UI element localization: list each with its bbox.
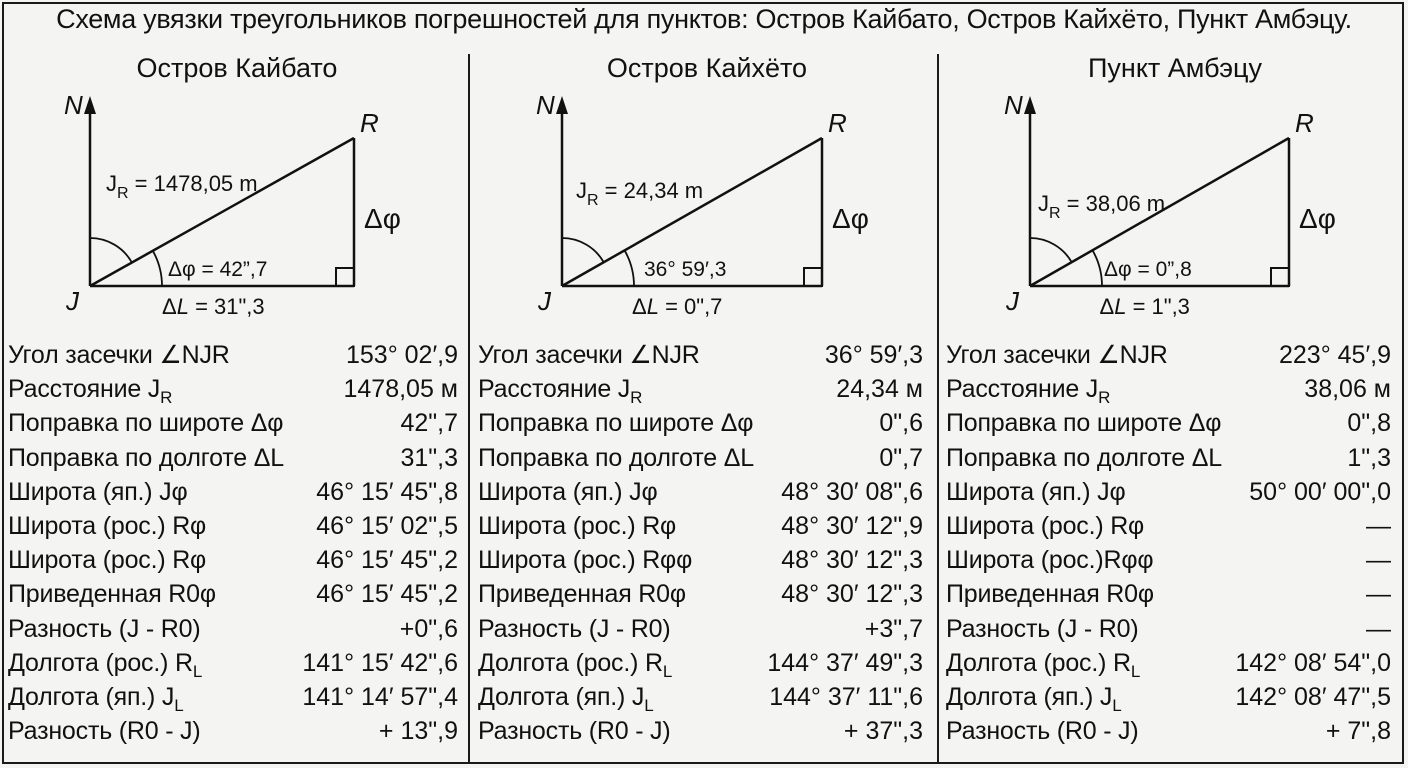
parameter-row bbox=[946, 577, 1404, 611]
parameter-label-text: Поправка по долготе ΔL bbox=[8, 443, 284, 472]
dl-value: = 0",7 bbox=[658, 294, 723, 319]
station-panel bbox=[8, 48, 466, 764]
parameter-table bbox=[8, 338, 466, 748]
dl-value: = 1",3 bbox=[1126, 294, 1190, 319]
parameter-label-subscript: L bbox=[662, 661, 673, 681]
page-title: Схема увязки треугольников погрешностей для пунктов: Остров Кайбато, Остров Кайхёто, Пункт Амбэцу. bbox=[56, 4, 1352, 34]
panel-title: Остров Кайбато bbox=[136, 53, 338, 83]
parameter-label-text: Угол засечки ∠NJR bbox=[478, 341, 700, 369]
parameter-row bbox=[946, 646, 1404, 680]
parameter-label bbox=[478, 441, 754, 475]
parameter-label bbox=[8, 612, 201, 646]
jr-subscript: R bbox=[117, 185, 129, 202]
delta-phi-label: Δφ bbox=[364, 203, 401, 234]
parameter-label-text: Поправка по долготе ΔL bbox=[946, 443, 1222, 472]
base-angle-arc bbox=[153, 251, 162, 286]
angle-label: 36° 59′,3 bbox=[644, 258, 727, 281]
parameter-label-text: Широта (рос.) Rφ bbox=[8, 511, 207, 540]
jr-distance-label bbox=[106, 171, 258, 202]
parameter-label-subscript: L bbox=[1130, 661, 1141, 681]
parameter-value: 153° 02′,9 bbox=[346, 341, 458, 369]
jr-value: = 24,34 m bbox=[598, 178, 704, 203]
parameter-value: 31",3 bbox=[400, 443, 458, 472]
parameter-label-text: Угол засечки ∠NJR bbox=[8, 341, 230, 369]
parameter-table bbox=[946, 338, 1404, 748]
dl-var: L bbox=[646, 294, 659, 319]
parameter-label-text: Поправка по широте Δφ bbox=[478, 409, 754, 438]
parameter-label-text: Широта (рос.) Rφ bbox=[8, 546, 207, 575]
delta-l-label bbox=[162, 294, 265, 319]
parameter-label bbox=[946, 714, 1139, 748]
parameter-label-text: Долгота (яп.) J bbox=[8, 682, 175, 711]
parameter-row bbox=[8, 475, 466, 509]
parameter-label bbox=[946, 543, 1153, 577]
parameter-value: 0",7 bbox=[879, 443, 923, 472]
column-divider bbox=[468, 54, 470, 764]
parameter-label bbox=[946, 441, 1222, 475]
dl-prefix: Δ bbox=[632, 294, 647, 319]
right-angle-marker bbox=[804, 268, 822, 286]
parameter-row bbox=[8, 577, 466, 611]
origin-label: J bbox=[538, 286, 551, 316]
parameter-label-subscript: L bbox=[1112, 695, 1122, 715]
panel-title: Остров Кайхёто bbox=[606, 53, 808, 83]
parameter-label bbox=[478, 714, 671, 748]
angle-njr-arc bbox=[90, 238, 132, 263]
parameter-row bbox=[478, 509, 936, 543]
parameter-value: 1478,05 м bbox=[343, 375, 458, 404]
parameter-value: 144° 37′ 49",3 bbox=[767, 648, 923, 677]
parameter-label bbox=[478, 543, 692, 577]
parameter-label bbox=[8, 441, 284, 475]
parameter-row bbox=[478, 406, 936, 440]
parameter-label bbox=[946, 406, 1221, 440]
target-label: R bbox=[828, 108, 847, 138]
parameter-row bbox=[946, 509, 1404, 543]
north-label: N bbox=[64, 90, 83, 120]
jr-prefix: J bbox=[1038, 191, 1049, 216]
delta-phi-label: Δφ bbox=[832, 203, 869, 234]
parameter-row bbox=[8, 509, 466, 543]
parameter-value: 46° 15′ 45",2 bbox=[316, 580, 458, 609]
parameter-label-text: Широта (яп.) Jφ bbox=[478, 477, 658, 506]
parameter-label-subscript: L bbox=[174, 695, 184, 715]
parameter-row bbox=[478, 680, 936, 714]
parameter-value: 48° 30′ 08",6 bbox=[781, 477, 923, 506]
jr-distance-label bbox=[576, 178, 703, 209]
origin-label: J bbox=[1006, 286, 1019, 316]
parameter-label bbox=[946, 612, 1139, 646]
jr-distance-label bbox=[1038, 191, 1165, 222]
parameter-value: 38,06 м bbox=[1304, 375, 1391, 404]
parameter-label-text: Расстояние J bbox=[946, 375, 1099, 404]
panel-title: Пункт Амбэцу bbox=[1088, 53, 1262, 83]
parameter-row bbox=[478, 441, 936, 475]
parameter-label-text: Долгота (рос.) R bbox=[478, 648, 663, 677]
parameter-row bbox=[478, 475, 936, 509]
parameter-row bbox=[8, 646, 466, 680]
parameter-label bbox=[946, 509, 1144, 543]
parameter-label bbox=[478, 577, 686, 611]
parameter-label bbox=[478, 509, 676, 543]
parameter-value: 42",7 bbox=[400, 409, 458, 438]
parameter-label-text: Расстояние J bbox=[8, 375, 161, 404]
parameter-row bbox=[8, 338, 466, 372]
north-label: N bbox=[1004, 90, 1023, 120]
parameter-value: — bbox=[1366, 614, 1391, 643]
target-label: R bbox=[360, 108, 379, 138]
parameter-label-text: Расстояние J bbox=[478, 375, 631, 404]
base-angle-arc bbox=[1093, 250, 1102, 286]
parameter-value: 36° 59′,3 bbox=[824, 341, 923, 369]
parameter-row bbox=[478, 577, 936, 611]
north-label: N bbox=[536, 90, 555, 120]
parameter-label-text: Широта (рос.) Rφ bbox=[478, 511, 677, 540]
delta-phi-label: Δφ bbox=[1299, 203, 1336, 234]
parameter-row bbox=[8, 714, 466, 748]
parameter-label bbox=[8, 577, 216, 611]
parameter-label-text: Приведенная R0φ bbox=[8, 580, 216, 609]
parameter-value: 142° 08′ 54",0 bbox=[1235, 648, 1391, 677]
parameter-row bbox=[478, 338, 936, 372]
parameter-value: 0",6 bbox=[879, 409, 923, 438]
parameter-value: 48° 30′ 12",3 bbox=[781, 546, 923, 575]
parameter-value: 0",8 bbox=[1347, 409, 1391, 438]
parameter-row bbox=[946, 680, 1404, 714]
parameter-row bbox=[946, 714, 1404, 748]
parameter-value: 46° 15′ 45",8 bbox=[316, 477, 458, 506]
origin-label: J bbox=[66, 286, 79, 316]
parameter-value: + 37",3 bbox=[843, 717, 923, 746]
parameter-label-text: Приведенная R0φ bbox=[478, 580, 686, 609]
parameter-label bbox=[478, 338, 700, 372]
parameter-row bbox=[8, 680, 466, 714]
parameter-label-subscript: R bbox=[630, 388, 643, 408]
parameter-label-text: Разность (R0 - J) bbox=[478, 717, 671, 746]
jr-value: = 38,06 m bbox=[1060, 191, 1166, 216]
parameter-value: 48° 30′ 12",3 bbox=[781, 580, 923, 609]
parameter-label bbox=[8, 543, 206, 577]
parameter-label-subscript: R bbox=[160, 388, 173, 408]
parameter-value: 48° 30′ 12",9 bbox=[781, 511, 923, 540]
parameter-value: 46° 15′ 45",2 bbox=[316, 546, 458, 575]
parameter-value: — bbox=[1366, 511, 1391, 540]
angle-label: Δφ = 0”,8 bbox=[1104, 258, 1192, 281]
parameter-row bbox=[946, 338, 1404, 372]
jr-subscript: R bbox=[587, 192, 599, 209]
parameter-row bbox=[8, 406, 466, 440]
dl-var: L bbox=[176, 294, 189, 319]
parameter-label-text: Широта (рос.) Rφ bbox=[946, 511, 1145, 540]
jr-subscript: R bbox=[1049, 205, 1061, 222]
parameter-label-text: Поправка по широте Δφ bbox=[8, 409, 284, 438]
parameter-row bbox=[8, 612, 466, 646]
parameter-value: +0",6 bbox=[399, 614, 458, 643]
parameter-value: + 7",8 bbox=[1325, 717, 1391, 746]
parameter-row bbox=[946, 543, 1404, 577]
parameter-label bbox=[8, 475, 187, 509]
angle-njr-arc bbox=[1030, 238, 1072, 262]
triangle-diagram bbox=[946, 48, 1404, 328]
parameter-row bbox=[8, 441, 466, 475]
parameter-label-text: Широта (рос.)Rφφ bbox=[946, 546, 1154, 575]
parameter-row bbox=[8, 543, 466, 577]
triangle-diagram bbox=[478, 48, 936, 328]
dl-prefix: Δ bbox=[162, 294, 177, 319]
parameter-label-text: Разность (J - R0) bbox=[946, 614, 1139, 643]
dl-prefix: Δ bbox=[1099, 294, 1115, 319]
parameter-row bbox=[946, 475, 1404, 509]
parameter-row bbox=[946, 612, 1404, 646]
parameter-label bbox=[8, 714, 201, 748]
parameter-value: 24,34 м bbox=[836, 375, 923, 404]
parameter-row bbox=[946, 441, 1404, 475]
parameter-label bbox=[478, 406, 753, 440]
parameter-value: 223° 45′,9 bbox=[1279, 341, 1391, 369]
parameter-value: 50° 00′ 00",0 bbox=[1249, 477, 1391, 506]
parameter-row bbox=[946, 406, 1404, 440]
north-arrow-icon bbox=[84, 96, 96, 114]
parameter-row bbox=[946, 372, 1404, 406]
delta-l-label bbox=[632, 294, 722, 319]
parameter-label-text: Разность (J - R0) bbox=[478, 614, 671, 643]
parameter-label-text: Долгота (рос.) R bbox=[8, 648, 193, 677]
parameter-label-subscript: R bbox=[1098, 388, 1111, 408]
parameter-label-text: Разность (J - R0) bbox=[8, 614, 201, 643]
parameter-row bbox=[478, 543, 936, 577]
parameter-row bbox=[478, 646, 936, 680]
parameter-value: 141° 14′ 57",4 bbox=[302, 682, 458, 711]
right-angle-marker bbox=[336, 268, 354, 286]
parameter-row bbox=[478, 714, 936, 748]
jr-value: = 1478,05 m bbox=[128, 171, 258, 196]
parameter-label-text: Долгота (рос.) R bbox=[946, 648, 1131, 677]
parameter-label bbox=[8, 338, 230, 372]
parameter-label bbox=[8, 406, 283, 440]
column-divider bbox=[937, 54, 939, 764]
parameter-label-text: Разность (R0 - J) bbox=[946, 717, 1139, 746]
parameter-table bbox=[478, 338, 936, 748]
parameter-label bbox=[478, 475, 657, 509]
parameter-label-subscript: L bbox=[192, 661, 203, 681]
parameter-row bbox=[478, 372, 936, 406]
parameter-label-text: Долгота (яп.) J bbox=[946, 682, 1113, 711]
angle-label: Δφ = 42”,7 bbox=[168, 258, 268, 281]
jr-prefix: J bbox=[576, 178, 587, 203]
angle-njr-arc bbox=[562, 238, 604, 262]
parameter-value: + 13",9 bbox=[378, 717, 458, 746]
base-angle-arc bbox=[625, 250, 634, 286]
dl-value: = 31",3 bbox=[188, 294, 265, 319]
north-arrow-icon bbox=[1024, 96, 1036, 114]
delta-l-label bbox=[1100, 294, 1190, 319]
parameter-label-text: Поправка по долготе ΔL bbox=[478, 443, 754, 472]
station-panel bbox=[478, 48, 936, 764]
parameter-label-text: Долгота (яп.) J bbox=[478, 682, 645, 711]
target-label: R bbox=[1295, 108, 1314, 138]
north-arrow-icon bbox=[556, 96, 568, 114]
jr-prefix: J bbox=[106, 171, 117, 196]
dl-var: L bbox=[1114, 294, 1127, 319]
parameter-label-text: Угол засечки ∠NJR bbox=[946, 341, 1168, 369]
parameter-label bbox=[8, 509, 206, 543]
parameter-label-text: Широта (яп.) Jφ bbox=[946, 477, 1126, 506]
parameter-value: 142° 08′ 47",5 bbox=[1235, 682, 1391, 711]
parameter-value: 144° 37′ 11",6 bbox=[769, 682, 923, 711]
parameter-row bbox=[478, 612, 936, 646]
triangle-diagram bbox=[8, 48, 466, 328]
parameter-label-text: Поправка по широте Δφ bbox=[946, 409, 1222, 438]
station-panel bbox=[946, 48, 1404, 764]
parameter-value: 141° 15′ 42",6 bbox=[302, 648, 458, 677]
parameter-label bbox=[478, 612, 671, 646]
parameter-label bbox=[946, 475, 1125, 509]
parameter-value: 1",3 bbox=[1347, 443, 1391, 472]
parameter-label-text: Широта (рос.) Rφφ bbox=[478, 546, 693, 575]
parameter-label-subscript: L bbox=[644, 695, 654, 715]
right-angle-marker bbox=[1271, 268, 1289, 286]
parameter-value: +3",7 bbox=[864, 614, 923, 643]
parameter-value: — bbox=[1366, 546, 1391, 575]
parameter-label-text: Разность (R0 - J) bbox=[8, 717, 201, 746]
parameter-value: — bbox=[1366, 580, 1391, 609]
parameter-label bbox=[946, 577, 1154, 611]
parameter-label bbox=[946, 338, 1168, 372]
parameter-value: 46° 15′ 02",5 bbox=[316, 511, 458, 540]
parameter-label-text: Приведенная R0φ bbox=[946, 580, 1154, 609]
parameter-label-text: Широта (яп.) Jφ bbox=[8, 477, 188, 506]
parameter-row bbox=[8, 372, 466, 406]
